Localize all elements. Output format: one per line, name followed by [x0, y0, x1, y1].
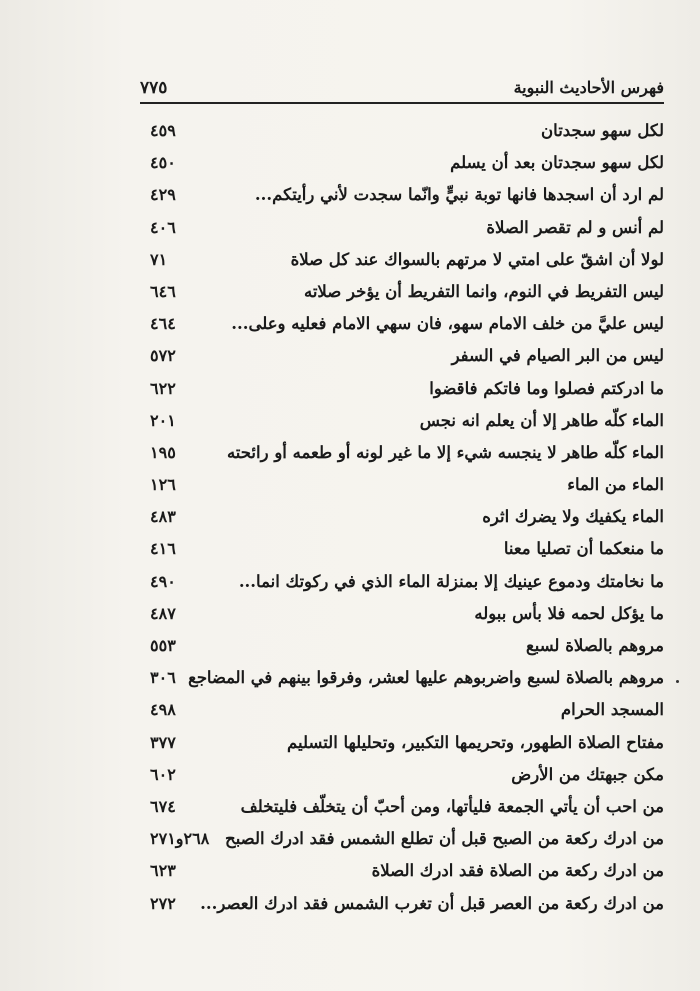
page-reference: ٣٧٧	[150, 732, 176, 752]
hadith-text: ما نخامتك ودموع عينيك إلا بمنزلة الماء الذي في ركوتك انما...	[238, 571, 664, 591]
hadith-text: ليس عليَّ من خلف الامام سهو، فان سهي الامام فعليه وعلى...	[231, 314, 664, 334]
page-reference: ٦٤٦	[150, 281, 176, 301]
page-reference: ٤٥٠	[150, 153, 176, 173]
page-reference: ٦٢٢	[150, 378, 176, 398]
hadith-text: ما ادركتم فصلوا وما فاتكم فاقضوا	[429, 378, 664, 398]
index-entry	[150, 665, 664, 697]
index-entry	[150, 569, 664, 601]
index-entry	[150, 150, 664, 182]
page-reference: ٤٩٨	[150, 700, 176, 720]
page-reference: ٣٠٦	[150, 668, 176, 688]
index-entry	[150, 891, 664, 923]
hadith-text: لكل سهو سجدتان	[541, 121, 664, 140]
hadith-text: من ادرك ركعة من الصلاة فقد ادرك الصلاة	[371, 861, 664, 881]
index-entry	[150, 247, 664, 279]
index-entry	[150, 440, 664, 472]
page-reference: ٤٠٦	[150, 217, 176, 237]
hadith-text: ليس التفريط في النوم، وانما التفريط أن يؤخر صلاته	[303, 281, 664, 301]
header-rule	[140, 102, 664, 104]
hadith-text: من ادرك ركعة من الصبح قبل أن تطلع الشمس فقد ادرك الصبح	[225, 829, 664, 849]
hadith-text: الماء كلّه طاهر لا ينجسه شيء إلا ما غير لونه أو طعمه أو رائحته	[226, 442, 664, 462]
hadith-text: الماء يكفيك ولا يضرك اثره	[482, 507, 664, 527]
page-header	[140, 78, 664, 106]
index-entry	[150, 376, 664, 408]
page-reference: ٤٨٣	[150, 507, 176, 527]
index-entry	[150, 633, 664, 665]
hadith-text: مفتاح الصلاة الطهور، وتحريمها التكبير، وتحليلها التسليم	[287, 732, 664, 752]
header-page-number: ٧٧٥	[140, 78, 168, 98]
hadith-text: ما يؤكل لحمه فلا بأس ببوله	[474, 603, 664, 623]
hadith-text: من احب أن يأتي الجمعة فليأتها، ومن أحبّ أن يتخلّف فليتخلف	[240, 796, 664, 816]
index-entry	[150, 408, 664, 440]
hadith-text: مروهم بالصلاة لسبع	[525, 636, 664, 655]
page-reference: ١٩٥	[150, 442, 176, 462]
page-reference: ٢٧٢	[150, 893, 176, 913]
index-entry	[150, 794, 664, 826]
index-entry	[150, 536, 664, 568]
hadith-text: مروهم بالصلاة لسبع واضربوهم عليها لعشر، وفرقوا بينهم في المضاجع	[188, 668, 664, 688]
index-entry	[150, 182, 664, 214]
page-reference: ٢٠١	[150, 410, 176, 430]
page-reference: ٧١	[150, 249, 168, 269]
hadith-text: لكل سهو سجدتان بعد أن يسلم	[450, 153, 664, 173]
index-entry	[150, 762, 664, 794]
index-entry	[150, 279, 664, 311]
hadith-text: ليس من البر الصيام في السفر	[451, 346, 664, 366]
page-reference: ٥٥٣	[150, 636, 176, 655]
page-reference: ٤٩٠	[150, 571, 176, 591]
page-reference: ٦٠٢	[150, 764, 176, 784]
index-entry	[150, 697, 664, 729]
page-reference: ٤١٦	[150, 539, 176, 559]
page-reference: ٦٢٣	[150, 861, 176, 881]
index-entry	[150, 504, 664, 536]
header-title: فهرس الأحاديث النبوية	[513, 78, 664, 97]
margin-dot	[676, 680, 679, 683]
hadith-text: مكن جبهتك من الأرض	[511, 764, 664, 784]
hadith-text: لم ارد أن اسجدها فانها توبة نبيٍّ وانّما سجدت لأني رأيتكم...	[254, 185, 664, 205]
hadith-text: لم أنس و لم تقصر الصلاة	[486, 217, 664, 237]
page-reference: ٦٧٤	[150, 796, 176, 816]
index-entry	[150, 472, 664, 504]
hadith-text: ما منعكما أن تصليا معنا	[503, 539, 664, 559]
index-entry	[150, 311, 664, 343]
page-reference: ٤٢٩	[150, 185, 176, 205]
index-entry	[150, 343, 664, 375]
hadith-text: لولا أن اشقّ على امتي لا مرتهم بالسواك عند كل صلاة	[290, 249, 664, 269]
page-reference: ١٢٦	[150, 475, 176, 495]
index-entry	[150, 118, 664, 150]
index-entry	[150, 826, 664, 858]
hadith-index-list	[150, 118, 664, 923]
index-entry	[150, 730, 664, 762]
index-entry	[150, 858, 664, 890]
page-reference: ٤٨٧	[150, 603, 176, 623]
hadith-text: المسجد الحرام	[560, 700, 664, 720]
page-reference: ٢٦٨و٢٧١	[150, 829, 210, 849]
hadith-text: من ادرك ركعة من العصر قبل أن تغرب الشمس فقد ادرك العصر...	[200, 893, 664, 913]
page-reference: ٤٦٤	[150, 314, 176, 334]
hadith-text: الماء كلّه طاهر إلا أن يعلم انه نجس	[419, 410, 664, 430]
page-reference: ٥٧٢	[150, 346, 176, 366]
page-reference: ٤٥٩	[150, 121, 176, 140]
index-entry	[150, 601, 664, 633]
index-entry	[150, 215, 664, 247]
hadith-text: الماء من الماء	[567, 475, 664, 495]
